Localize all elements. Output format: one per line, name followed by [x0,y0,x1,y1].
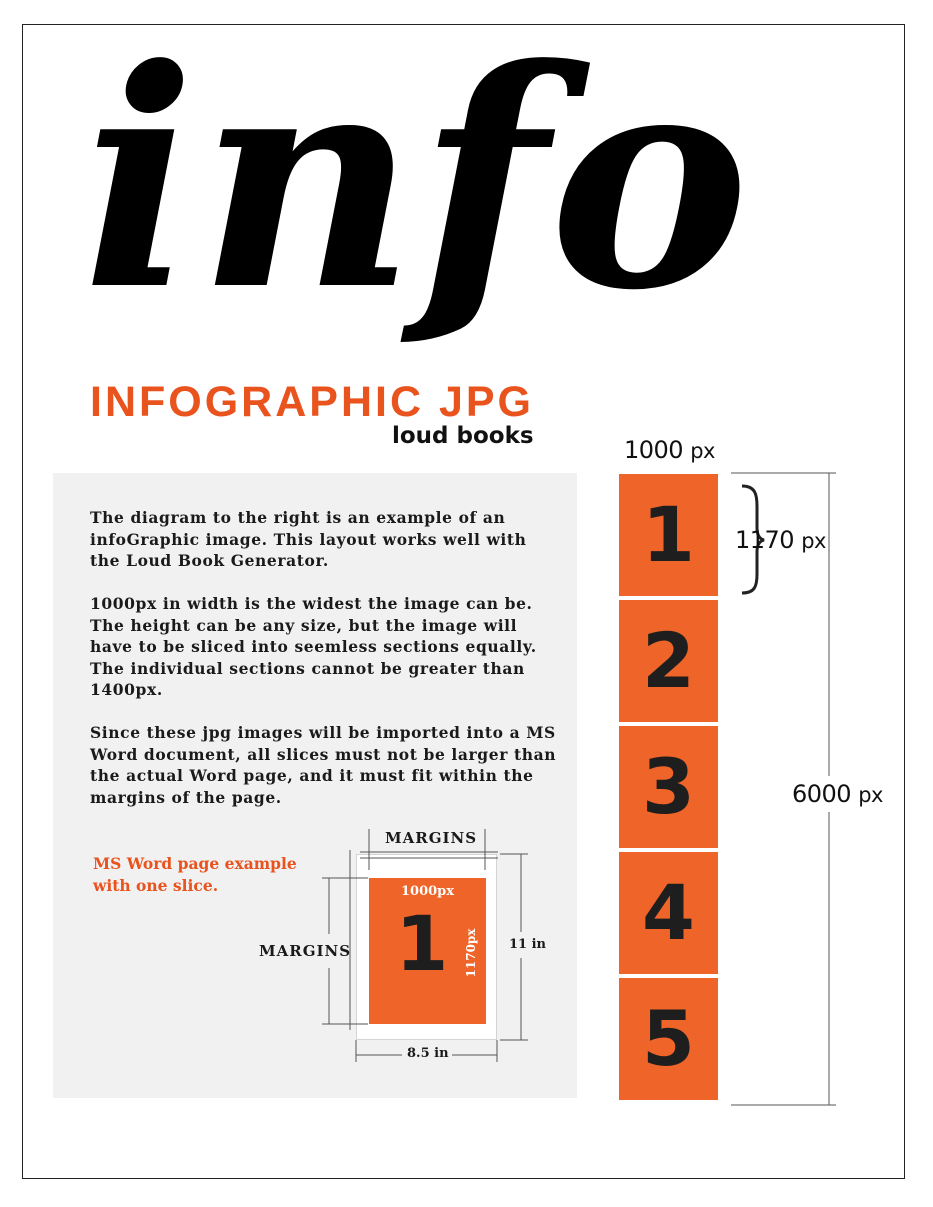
slice-width-value: 1000 [624,436,684,464]
slice-width-unit: px [690,439,715,463]
brand-name: loud books [392,423,534,449]
total-height-dimension [792,776,883,812]
intro-paragraph-3: Since these jpg images will be imported into a MS Word document, all slices must not be larger than the actual Word page, and it must fit within the margins of the page. [90,723,557,807]
slice-segment: 1 [619,474,718,596]
intro-paragraph-1: The diagram to the right is an example of an infoGraphic image. This layout works well with the Loud Book Generator. [90,508,527,570]
page-height-label: 11 in [509,937,547,952]
slice-segment: 5 [619,978,718,1100]
slice-width-label: 1000px [400,884,455,899]
segment-height-unit: px [801,529,826,553]
segment-height-value: 1170 [735,526,795,554]
word-example-label: MS Word page example with one slice. [93,854,297,895]
slice-segment: 4 [619,852,718,974]
segment-height-dimension [735,526,826,554]
slice-number: 1 [395,899,449,988]
slice-segment: 2 [619,600,718,722]
slice-width-dimension [624,436,715,464]
slice-segment: 3 [619,726,718,848]
page-title: info [82,3,752,356]
margins-top-label: MARGINS [385,829,478,847]
intro-paragraph-2: 1000px in width is the widest the image can be. The height can be any size, but the image will have to be sliced into seemless sections equally. The individual sections cannot be greater than 1400px. [90,594,537,699]
page-subtitle: INFOGRAPHIC JPG [90,378,534,426]
margins-left-label: MARGINS [259,942,352,960]
total-height-value: 6000 [792,780,852,808]
page-width-label: 8.5 in [407,1046,449,1061]
slice-height-label: 1170px [464,928,478,978]
total-height-unit: px [858,783,883,807]
